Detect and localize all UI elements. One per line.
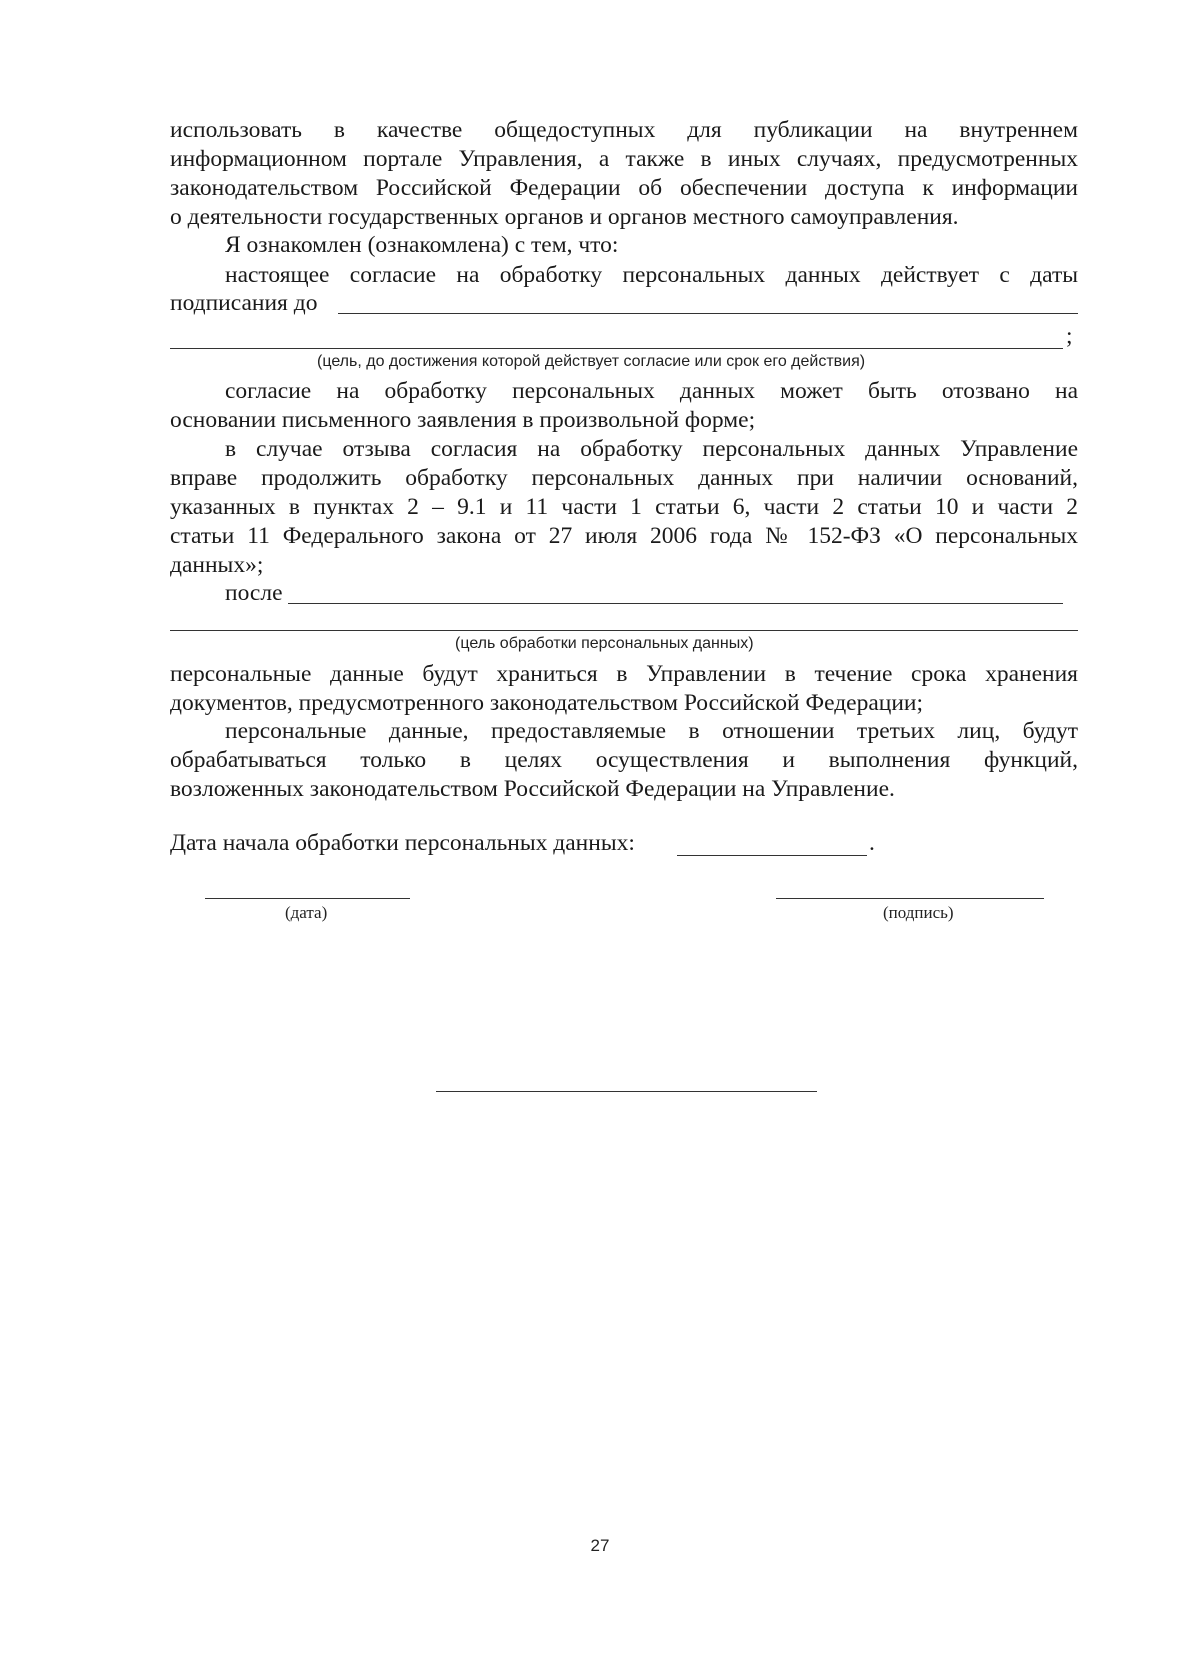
- storage-paragraph: [170, 660, 1078, 718]
- third-party-paragraph: [170, 717, 1078, 804]
- validity-term-blank-line-2: [170, 348, 1063, 349]
- text-line: в случае отзыва согласия на обработку персональных данных Управление: [225, 436, 1078, 462]
- page-number: 27: [590, 1536, 610, 1555]
- signature-blank-line: [776, 898, 1044, 899]
- after-blank-line: [288, 603, 1063, 604]
- caption-purpose-term: (цель, до достижения которой действует согласие или срок его действия): [317, 353, 866, 370]
- withdrawal-paragraph: [170, 435, 1078, 580]
- start-date-blank-line: [677, 855, 867, 856]
- text-line: законодательством Российской Федерации об обеспечении доступа к информации: [170, 175, 1078, 201]
- revocation-paragraph: [170, 377, 1078, 435]
- text-line: основании письменного заявления в произвольной форме;: [170, 407, 756, 433]
- text-line: использовать в качестве общедоступных для публикации на внутреннем: [170, 117, 1078, 143]
- caption-date: (дата): [285, 903, 328, 922]
- end-separator-line: [436, 1091, 817, 1092]
- text-line: статьи 11 Федерального закона от 27 июля 2006 года № 152-ФЗ «О персональных: [170, 523, 1078, 549]
- after-blank-line-2: [170, 630, 1078, 631]
- text-line: вправе продолжить обработку персональных данных при наличии оснований,: [170, 465, 1078, 491]
- validity-term-blank-line: [338, 313, 1078, 314]
- text-line: персональные данные будут храниться в Управлении в течение срока хранения: [170, 661, 1078, 687]
- validity-paragraph: [225, 261, 1078, 290]
- text-line: настоящее согласие на обработку персональных данных действует с даты: [225, 262, 1078, 288]
- start-date-dot: .: [869, 830, 875, 856]
- text-line: документов, предусмотренного законодательством Российской Федерации;: [170, 690, 924, 716]
- caption-signature: (подпись): [883, 903, 954, 922]
- text-line: данных»;: [170, 552, 264, 578]
- acknowledgement-line: Я ознакомлен (ознакомлена) с тем, что:: [225, 232, 619, 258]
- text-line: информационном портале Управления, а также в иных случаях, предусмотренных: [170, 146, 1078, 172]
- caption-processing-purpose: (цель обработки персональных данных): [455, 635, 754, 652]
- start-date-label: Дата начала обработки персональных данных:: [170, 830, 635, 856]
- semicolon: ;: [1066, 323, 1073, 349]
- text-line: согласие на обработку персональных данных может быть отозвано на: [225, 378, 1078, 404]
- validity-prefix: подписания до: [170, 290, 318, 316]
- text-line: указанных в пунктах 2 – 9.1 и 11 части 1 статьи 6, части 2 статьи 10 и части 2: [170, 494, 1078, 520]
- after-prefix: после: [225, 580, 283, 606]
- text-line: возложенных законодательством Российской Федерации на Управление.: [170, 776, 895, 802]
- date-blank-line: [205, 898, 410, 899]
- text-line: о деятельности государственных органов и органов местного самоуправления.: [170, 204, 959, 230]
- consent-use-paragraph: [170, 116, 1078, 232]
- text-line: обрабатываться только в целях осуществления и выполнения функций,: [170, 747, 1078, 773]
- text-line: персональные данные, предоставляемые в отношении третьих лиц, будут: [225, 718, 1078, 744]
